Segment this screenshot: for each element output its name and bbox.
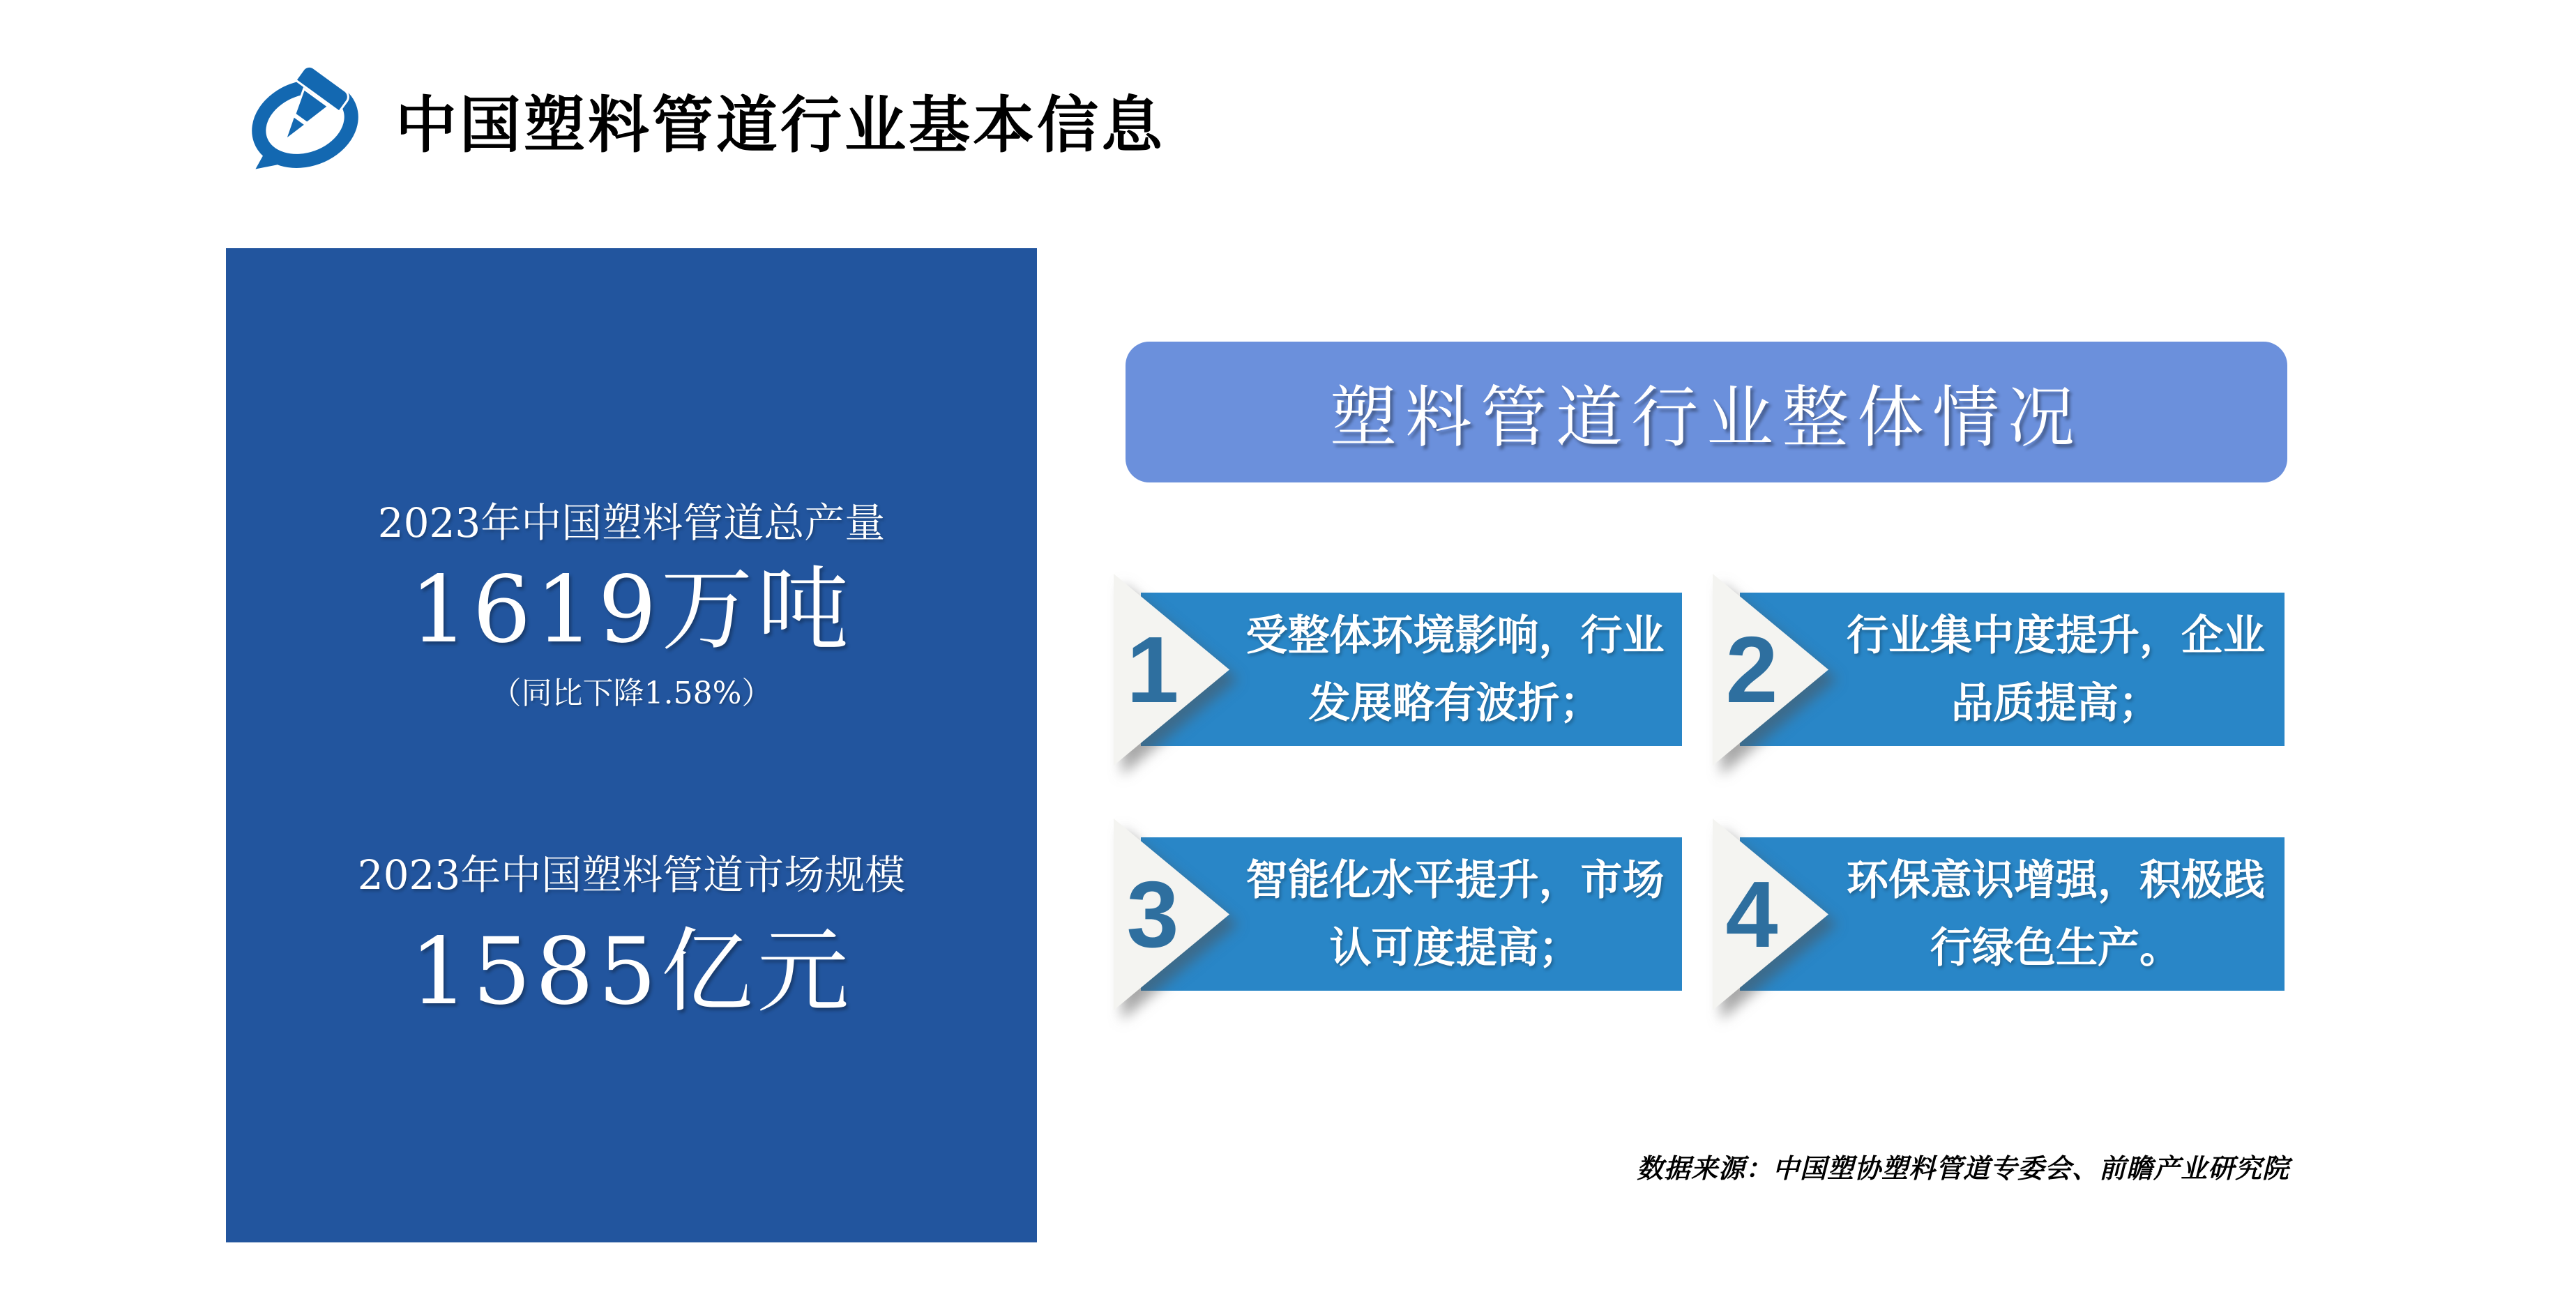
pushpin-logo-icon (251, 61, 359, 180)
overview-header: 塑料管道行业整体情况 (1126, 342, 2287, 482)
point-3-number: 3 (1126, 862, 1179, 967)
point-4-text: 环保意识增强，积极践行绿色生产。 (1847, 857, 2265, 971)
stat-2-value: 1585亿元 (409, 918, 854, 1026)
stat-1-note: （同比下降1.58%） (490, 676, 773, 711)
stat-1-label: 2023年中国塑料管道总产量 (377, 499, 886, 547)
overview-point-4 (1713, 819, 2285, 1010)
overview-point-1 (1114, 574, 1682, 766)
stat-1-value: 1619万吨 (409, 556, 854, 664)
point-1-number: 1 (1126, 617, 1179, 722)
page-title: 中国塑料管道行业基本信息 (395, 90, 1166, 160)
point-2-number: 2 (1725, 617, 1778, 722)
point-4-number: 4 (1725, 862, 1778, 967)
data-source: 数据来源：中国塑协塑料管道专委会、前瞻产业研究院 (1636, 1155, 2289, 1184)
stat-2-label: 2023年中国塑料管道市场规模 (357, 851, 906, 899)
point-2-text: 行业集中度提升，企业品质提高； (1847, 612, 2265, 726)
point-3-text: 智能化水平提升，市场认可度提高； (1245, 857, 1665, 971)
overview-point-3 (1114, 819, 1682, 1010)
overview-point-2 (1713, 574, 2285, 766)
point-1-text: 受整体环境影响，行业发展略有波折； (1245, 612, 1665, 726)
stats-panel (226, 248, 1037, 1242)
